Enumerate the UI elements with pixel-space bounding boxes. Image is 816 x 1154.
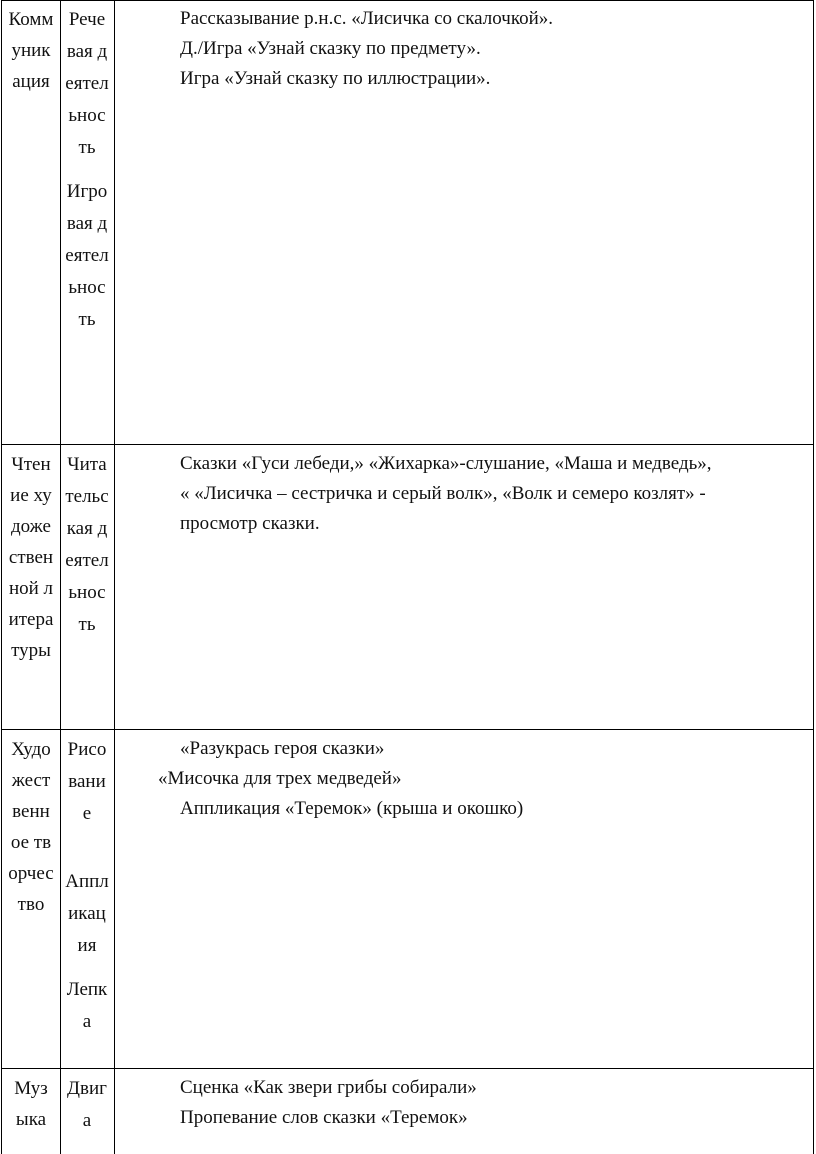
table-row-2-activities <box>65 449 109 641</box>
table-row-2-area <box>8 449 54 666</box>
activity-label: Игровая деятельность <box>65 181 109 330</box>
table-row-1-activities <box>65 4 109 336</box>
table-divider-col1 <box>60 0 61 1154</box>
content-line: Сказки «Гуси лебеди,» «Жихарка»-слушание, «Маша и медведь», <box>180 453 712 474</box>
content-line: Рассказывание р.н.с. «Лисичка со скалочкой». <box>180 8 554 29</box>
content-line: Игра «Узнай сказку по иллюстрации». <box>180 68 491 89</box>
activity-label: Рисование <box>67 739 107 824</box>
activity-label: Аппликация <box>65 871 109 956</box>
row-divider-2 <box>1 729 814 730</box>
area-label: Музыка <box>14 1078 48 1130</box>
table-divider-col2 <box>114 0 115 1154</box>
activity-label: Читательская деятельность <box>65 454 109 635</box>
table-row-4-activities <box>65 1073 109 1137</box>
content-line: просмотр сказки. <box>180 513 320 534</box>
table-border-top <box>1 0 814 1</box>
table-row-4-content <box>158 1073 808 1133</box>
table-row-3-activities <box>65 734 109 1038</box>
row-divider-1 <box>1 444 814 445</box>
content-line: Д./Игра «Узнай сказку по предмету». <box>180 38 481 59</box>
activity-label: Лепка <box>66 979 108 1032</box>
area-label: Художественное творчество <box>8 739 54 915</box>
content-line: Пропевание слов сказки «Теремок» <box>180 1107 468 1128</box>
table-row-3-area <box>8 734 54 920</box>
table-row-2-content <box>158 449 808 539</box>
table-row-3-content <box>158 734 808 824</box>
table-border-right <box>813 0 814 1154</box>
activity-label: Речевая деятельность <box>65 9 109 158</box>
activity-label: Двига <box>67 1078 107 1131</box>
table-row-4-area <box>8 1073 54 1135</box>
area-label: Чтение художественной литературы <box>8 454 54 661</box>
row-divider-3 <box>1 1068 814 1069</box>
content-line: « «Лисичка – сестричка и серый волк», «Волк и семеро козлят» - <box>180 483 706 504</box>
table-border-left <box>1 0 2 1154</box>
table-row-1-content <box>158 4 808 94</box>
content-line: «Мисочка для трех медведей» <box>158 768 402 789</box>
content-line: Аппликация «Теремок» (крыша и окошко) <box>180 798 524 819</box>
content-line: Сценка «Как звери грибы собирали» <box>180 1077 477 1098</box>
area-label: Коммуникация <box>8 9 54 92</box>
table-row-1-area <box>8 4 54 97</box>
content-line: «Разукрась героя сказки» <box>180 738 385 759</box>
